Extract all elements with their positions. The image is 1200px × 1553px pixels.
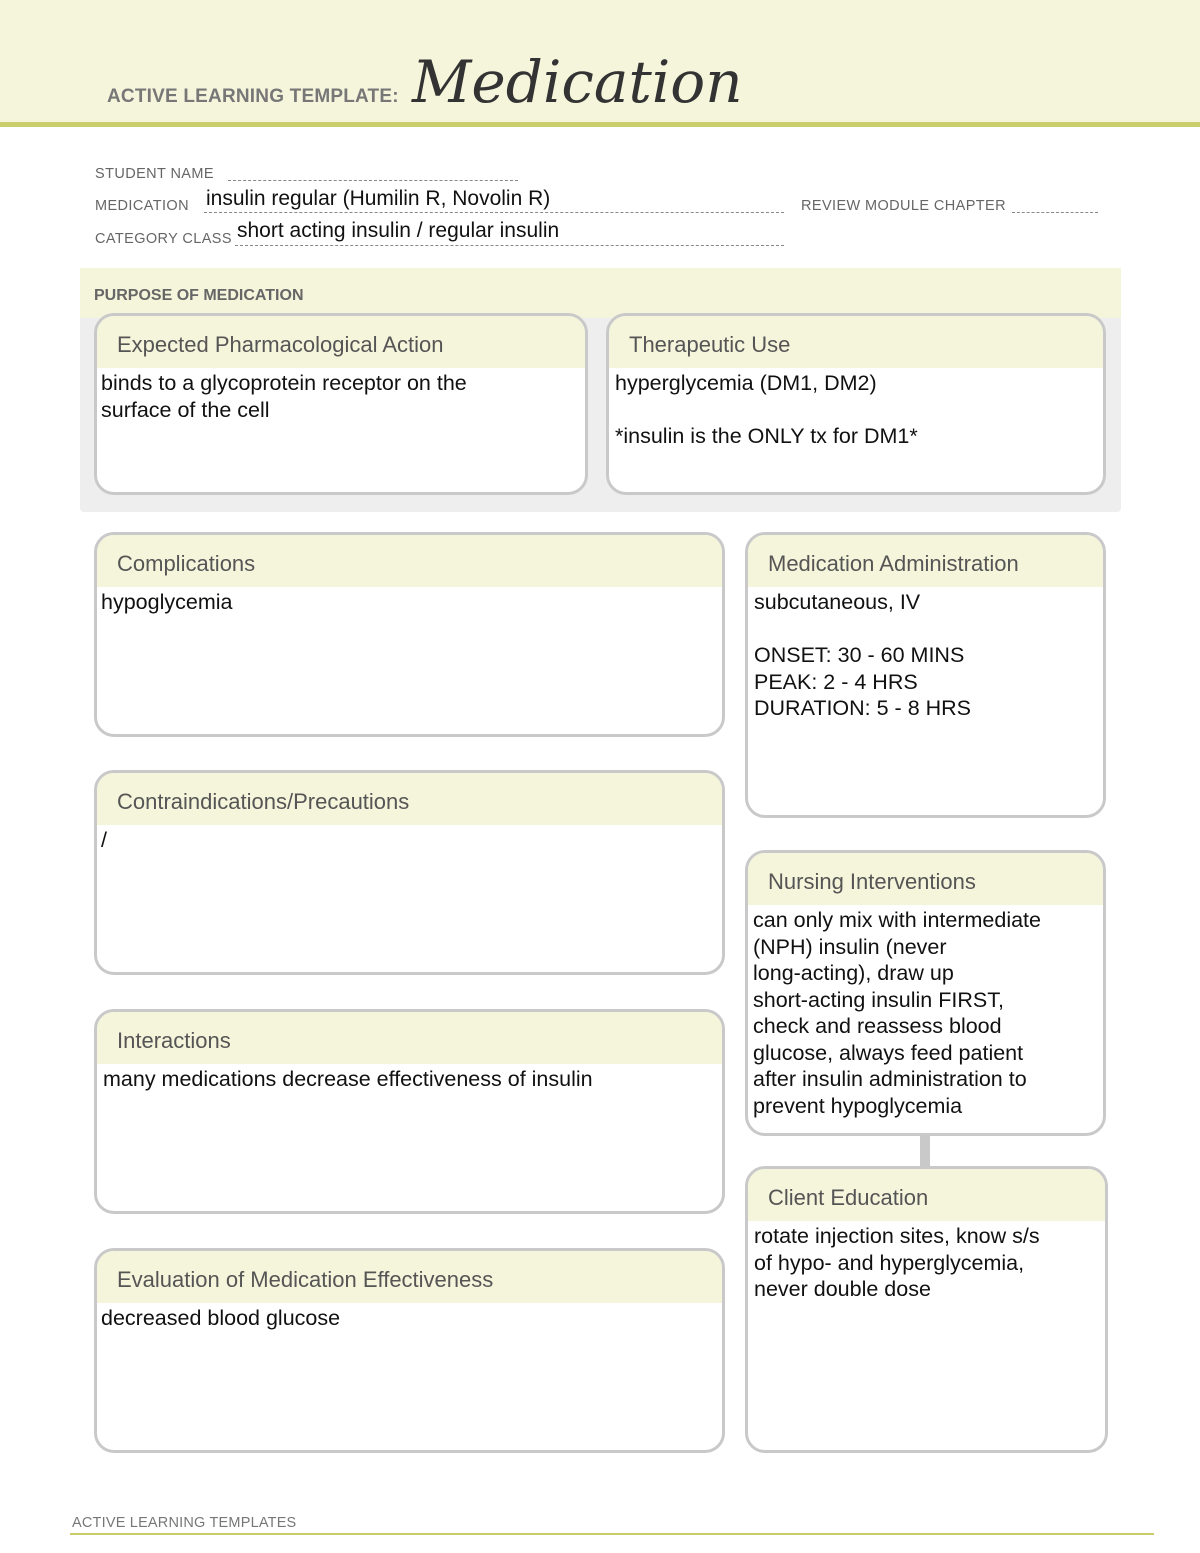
box-connector (920, 1134, 930, 1167)
student-name-label: STUDENT NAME (95, 166, 214, 182)
footer-label: ACTIVE LEARNING TEMPLATES (72, 1515, 297, 1531)
category-class-value: short acting insulin / regular insulin (237, 219, 560, 242)
client-education-box (745, 1166, 1108, 1453)
administration-title: Medication Administration (748, 535, 1103, 587)
purpose-label: PURPOSE OF MEDICATION (94, 287, 304, 304)
evaluation-body[interactable]: decreased blood glucose (101, 1306, 341, 1330)
expected-action-body[interactable]: binds to a glycoprotein receptor on the surface of the cell (101, 371, 467, 422)
therapeutic-use-title: Therapeutic Use (609, 316, 1103, 368)
contraindications-box (94, 770, 725, 975)
contraindications-body[interactable]: / (101, 828, 107, 852)
category-class-line[interactable] (235, 245, 784, 246)
therapeutic-use-body[interactable]: hyperglycemia (DM1, DM2) *insulin is the ONLY tx for DM1* (615, 371, 918, 448)
medication-line[interactable] (204, 212, 784, 213)
template-title: Medication (412, 48, 743, 116)
category-class-label: CATEGORY CLASS (95, 231, 232, 247)
evaluation-box (94, 1248, 725, 1453)
header-rule (0, 122, 1200, 127)
review-module-line[interactable] (1012, 212, 1098, 213)
nursing-interventions-box (745, 850, 1106, 1136)
complications-title: Complications (97, 535, 722, 587)
student-name-line[interactable] (228, 180, 518, 181)
medication-label: MEDICATION (95, 198, 189, 214)
expected-action-title: Expected Pharmacological Action (97, 316, 585, 368)
client-education-title: Client Education (748, 1169, 1105, 1221)
contraindications-title: Contraindications/Precautions (97, 773, 722, 825)
template-label: ACTIVE LEARNING TEMPLATE: (107, 86, 399, 107)
nursing-interventions-body[interactable]: can only mix with intermediate (NPH) insulin (never long-acting), draw up short-acting insulin FIRST, check and reassess blood glucose, always feed patient after insulin administration to prevent hypoglycemia (753, 908, 1041, 1118)
review-module-label: REVIEW MODULE CHAPTER (801, 198, 1006, 214)
administration-box (745, 532, 1106, 818)
interactions-title: Interactions (97, 1012, 722, 1064)
evaluation-title: Evaluation of Medication Effectiveness (97, 1251, 722, 1303)
complications-box (94, 532, 725, 737)
expected-action-box (94, 313, 588, 495)
footer-rule (70, 1533, 1154, 1535)
interactions-body[interactable]: many medications decrease effectiveness of insulin (103, 1067, 593, 1091)
client-education-body[interactable]: rotate injection sites, know s/s of hypo- and hyperglycemia, never double dose (754, 1224, 1040, 1301)
nursing-interventions-title: Nursing Interventions (748, 853, 1103, 905)
administration-body[interactable]: subcutaneous, IV ONSET: 30 - 60 MINS PEAK: 2 - 4 HRS DURATION: 5 - 8 HRS (754, 590, 972, 720)
medication-value: insulin regular (Humilin R, Novolin R) (206, 187, 551, 210)
therapeutic-use-box (606, 313, 1106, 495)
complications-body[interactable]: hypoglycemia (101, 590, 233, 614)
interactions-box (94, 1009, 725, 1214)
